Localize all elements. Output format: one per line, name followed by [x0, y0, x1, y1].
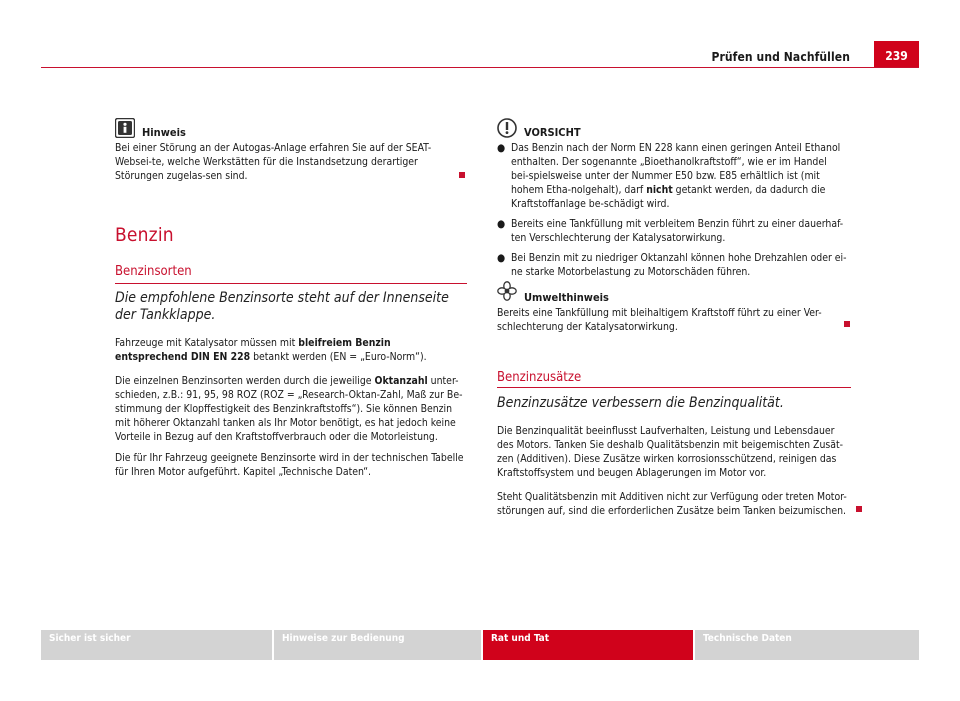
lead-benzinzusaetze: Benzinzusätze verbessern die Benzinqualität. [497, 395, 784, 411]
benzinzusaetze-rule [497, 387, 851, 388]
environment-flower-icon [497, 281, 517, 301]
note-title: Hinweis [142, 126, 186, 139]
p1-text-c: betankt werden (EN = „Euro-Norm“). [250, 351, 427, 363]
note-text: Bei einer Störung an der Autogas-Anlage erfahren Sie auf der SEAT-Websei-te, welche Werkstätten für die Instandsetzung derartiger Störungen zugelas-sen sind. [115, 142, 432, 182]
note-end-mark [459, 172, 465, 178]
p2-text-c: unter-schieden, z.B.: 91, 95, 98 ROZ (ROZ = „Research-Oktan-Zahl, Maß zur Be-stimmung der Klopffestigkeit des Benzinkraftstoffs“). Sie können Benzin mit höherer Oktanzahl tanken als Ihr Motor benötigt, es hat jedoch keine Vorteile in Bezug auf den Kraftstoffverbrauch oder die Motorleistung. [115, 375, 463, 443]
caution-bullet-3 [497, 251, 847, 279]
caution-bullet-2-text: Bereits eine Tankfüllung mit verbleitem Benzin führt zu einer dauerhaf-ten Verschlechterung der Katalysatorwirkung. [511, 218, 844, 244]
page-number: 239 [874, 41, 919, 67]
paragraph-benzinqualitaet: Die Benzinqualität beeinflusst Laufverhalten, Leistung und Lebensdauer des Motors. Tanken Sie deshalb Qualitätsbenzin mit beigemischten Zusät-zen (Additiven). Diese Zusätze wirken korrosionsschützend, reinigen das Kraftstoffsystem und beugen Ablagerungen im Motor vor. [497, 425, 844, 479]
p1-text-bold: bleifreiem Benzin entsprechend DIN EN 228 [115, 337, 391, 363]
footer-tab-rat-und-tat[interactable]: Rat und Tat [483, 630, 693, 660]
paragraph-katalysator [115, 336, 460, 364]
header-rule [41, 67, 919, 68]
environment-title: Umwelthinweis [524, 291, 609, 304]
section-title: Prüfen und Nachfüllen [711, 50, 850, 64]
caution-bullet-3-text: Bei Benzin mit zu niedriger Oktanzahl können hohe Drehzahlen oder ei-ne starke Motorbelastung zu Motorschäden führen. [511, 252, 847, 278]
warning-icon [497, 118, 517, 138]
paragraph-oktanzahl [115, 374, 463, 444]
benzinsorten-rule [115, 283, 467, 284]
environment-end-mark [844, 321, 850, 327]
caution-title: VORSICHT [524, 126, 581, 139]
bullet-dot: ● [497, 218, 506, 230]
b1-text-a: Das Benzin nach der Norm EN 228 kann einen geringen Anteil Ethanol enthalten. Der sogenannte „Bioethanolkraftstoff“, wie er im Handel bei-spielsweise unter der Nummer E50 bzw. E85 erhältlich ist (mit hohem Etha-nolgehalt), darf [511, 142, 841, 196]
environment-text: Bereits eine Tankfüllung mit bleihaltigem Kraftstoff führt zu einer Ver-schlechterung der Katalysatorwirkung. [497, 307, 822, 333]
heading-benzin: Benzin [115, 224, 174, 246]
additive-end-mark [856, 506, 862, 512]
caution-list [497, 141, 847, 279]
caution-bullet-2 [497, 217, 847, 245]
p1-text-a: Fahrzeuge mit Katalysator müssen mit [115, 337, 299, 349]
bullet-dot: ● [497, 142, 506, 154]
footer-tab-bedienung[interactable]: Hinweise zur Bedienung [274, 630, 481, 660]
footer-tab-sicher[interactable]: Sicher ist sicher [41, 630, 272, 660]
heading-benzinsorten: Benzinsorten [115, 264, 192, 279]
p2-text-bold: Oktanzahl [374, 375, 428, 387]
lead-benzinsorten: Die empfohlene Benzinsorte steht auf der Innenseite der Tankklappe. [115, 290, 449, 323]
caution-bullet-1 [497, 141, 847, 211]
paragraph-additive: Steht Qualitätsbenzin mit Additiven nicht zur Verfügung oder treten Motor-störungen auf, sind die erforderlichen Zusätze beim Tanken beizumischen. [497, 491, 847, 517]
b1-text-bold: nicht [646, 184, 673, 196]
bullet-dot: ● [497, 252, 506, 264]
paragraph-technische-tabelle: Die für Ihr Fahrzeug geeignete Benzinsorte wird in der technischen Tabelle für Ihren Motor aufgeführt. Kapitel „Technische Daten“. [115, 452, 464, 478]
footer-tab-technische-daten[interactable]: Technische Daten [695, 630, 919, 660]
info-note-icon [115, 118, 135, 138]
b1-text-c: getankt werden, da dadurch die Kraftstoffanlage be-schädigt wird. [511, 184, 826, 210]
caution-bullet-1-text [511, 141, 847, 211]
p2-text-a: Die einzelnen Benzinsorten werden durch die jeweilige [115, 375, 375, 387]
heading-benzinzusaetze: Benzinzusätze [497, 370, 582, 385]
